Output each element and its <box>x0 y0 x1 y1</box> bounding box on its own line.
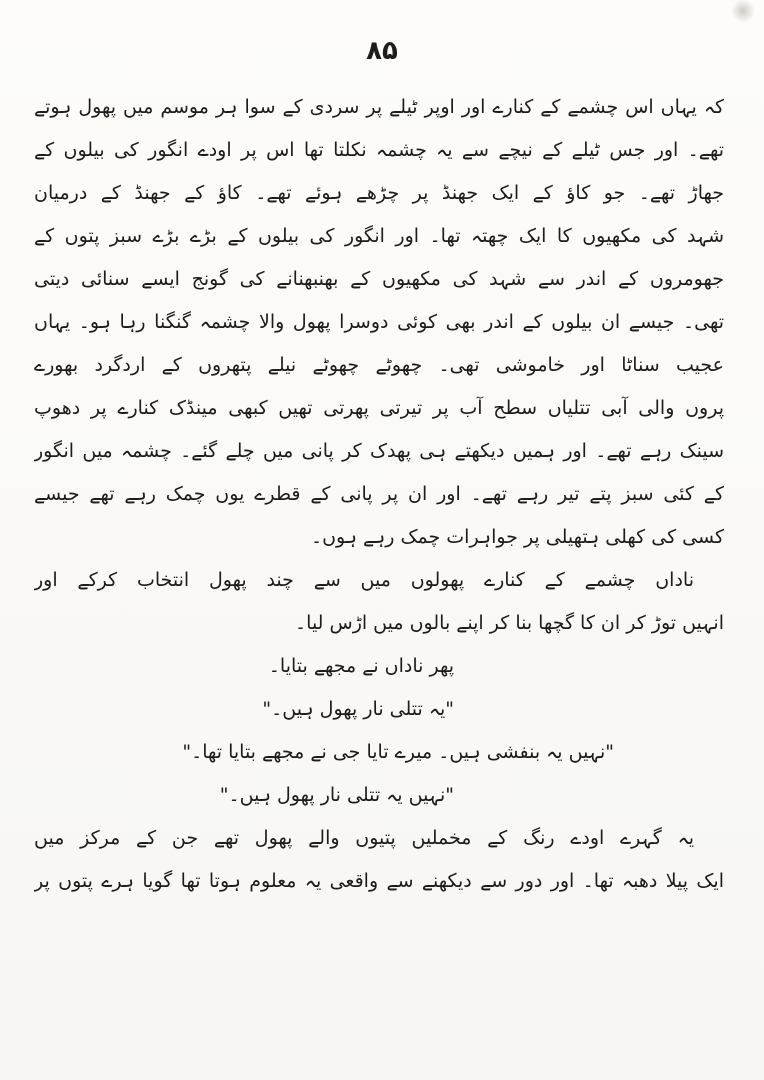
page-number: ۸۵ <box>366 36 398 66</box>
text-line: ایک پیلا دھبہ تھا۔ اور دور سے دیکھنے سے واقعی یہ معلوم ہوتا تھا گویا ہرے پتوں پر <box>34 870 724 892</box>
text-line: انہیں توڑ کر ان کا گچھا بنا کر اپنے بالوں میں اڑس لیا۔ <box>295 612 724 634</box>
text-line: سینک رہے تھے۔ اور ہمیں دیکھتے ہی پھدک کر پانی میں چلے گئے۔ چشمہ میں انگور <box>34 440 724 462</box>
text-line: ناداں چشمے کے کنارے پھولوں میں سے چند پھول انتخاب کرکے اور <box>34 569 694 591</box>
text-line: جھاڑ تھے۔ جو کاؤ کے ایک جھنڈ پر چڑھے ہوئے تھے۔ کاؤ کے جھنڈ کے درمیان <box>34 182 724 204</box>
text-line: کے کئی سبز پتے تیر رہے تھے۔ اور ان پر پانی کے قطرے یوں چمک رہے تھے جیسے <box>34 483 724 505</box>
page-text-body <box>34 86 724 903</box>
text-line: تھی۔ جیسے ان بیلوں کے اندر بھی کوئی دوسرا پھول والا چشمہ گنگنا رہا ہو۔ یہاں <box>34 311 724 333</box>
text-line: کہ یہاں اس چشمے کے کنارے اور اوپر ٹیلے پر سردی کے سوا ہر موسم میں پھول ہوتے <box>34 96 724 118</box>
dialogue-line: "نہیں یہ بنفشی ہیں۔ میرے تایا جی نے مجھے بتایا تھا۔" <box>182 741 614 763</box>
page-corner-smudge <box>730 0 756 22</box>
dialogue-line: "نہیں یہ تتلی نار پھول ہیں۔" <box>219 784 454 806</box>
text-line: شہد کی مکھیوں کا ایک چھتہ تھا۔ اور انگور کی بیلوں کے بڑے بڑے سبز پتوں کے <box>34 225 724 247</box>
text-line: یہ گہرے اودے رنگ کے مخملیں پتیوں والے پھول تھے جن کے مرکز میں <box>34 827 694 849</box>
dialogue-line: پھر ناداں نے مجھے بتایا۔ <box>268 655 454 677</box>
text-line: جھومروں کے اندر سے شہد کی مکھیوں کے بھنبھنانے کی گونج ایسے سنائی دیتی <box>34 268 724 290</box>
text-line: کسی کی کھلی ہتھیلی پر جواہرات چمک رہے ہوں۔ <box>310 526 724 548</box>
text-line: پروں والی آبی تتلیاں سطح آب پر تیرتی پھرتی تھیں کبھی مینڈک کنارے پر دھوپ <box>34 397 724 419</box>
dialogue-line: "یہ تتلی نار پھول ہیں۔" <box>262 698 454 720</box>
text-line: عجیب سناٹا اور خاموشی تھی۔ چھوٹے چھوٹے نیلے پتھروں کے اردگرد بھورے <box>34 354 724 376</box>
text-line: تھے۔ اور جس ٹیلے کے نیچے سے یہ چشمہ نکلتا تھا اس پر اودے انگور کی بیلوں کے <box>34 139 724 161</box>
